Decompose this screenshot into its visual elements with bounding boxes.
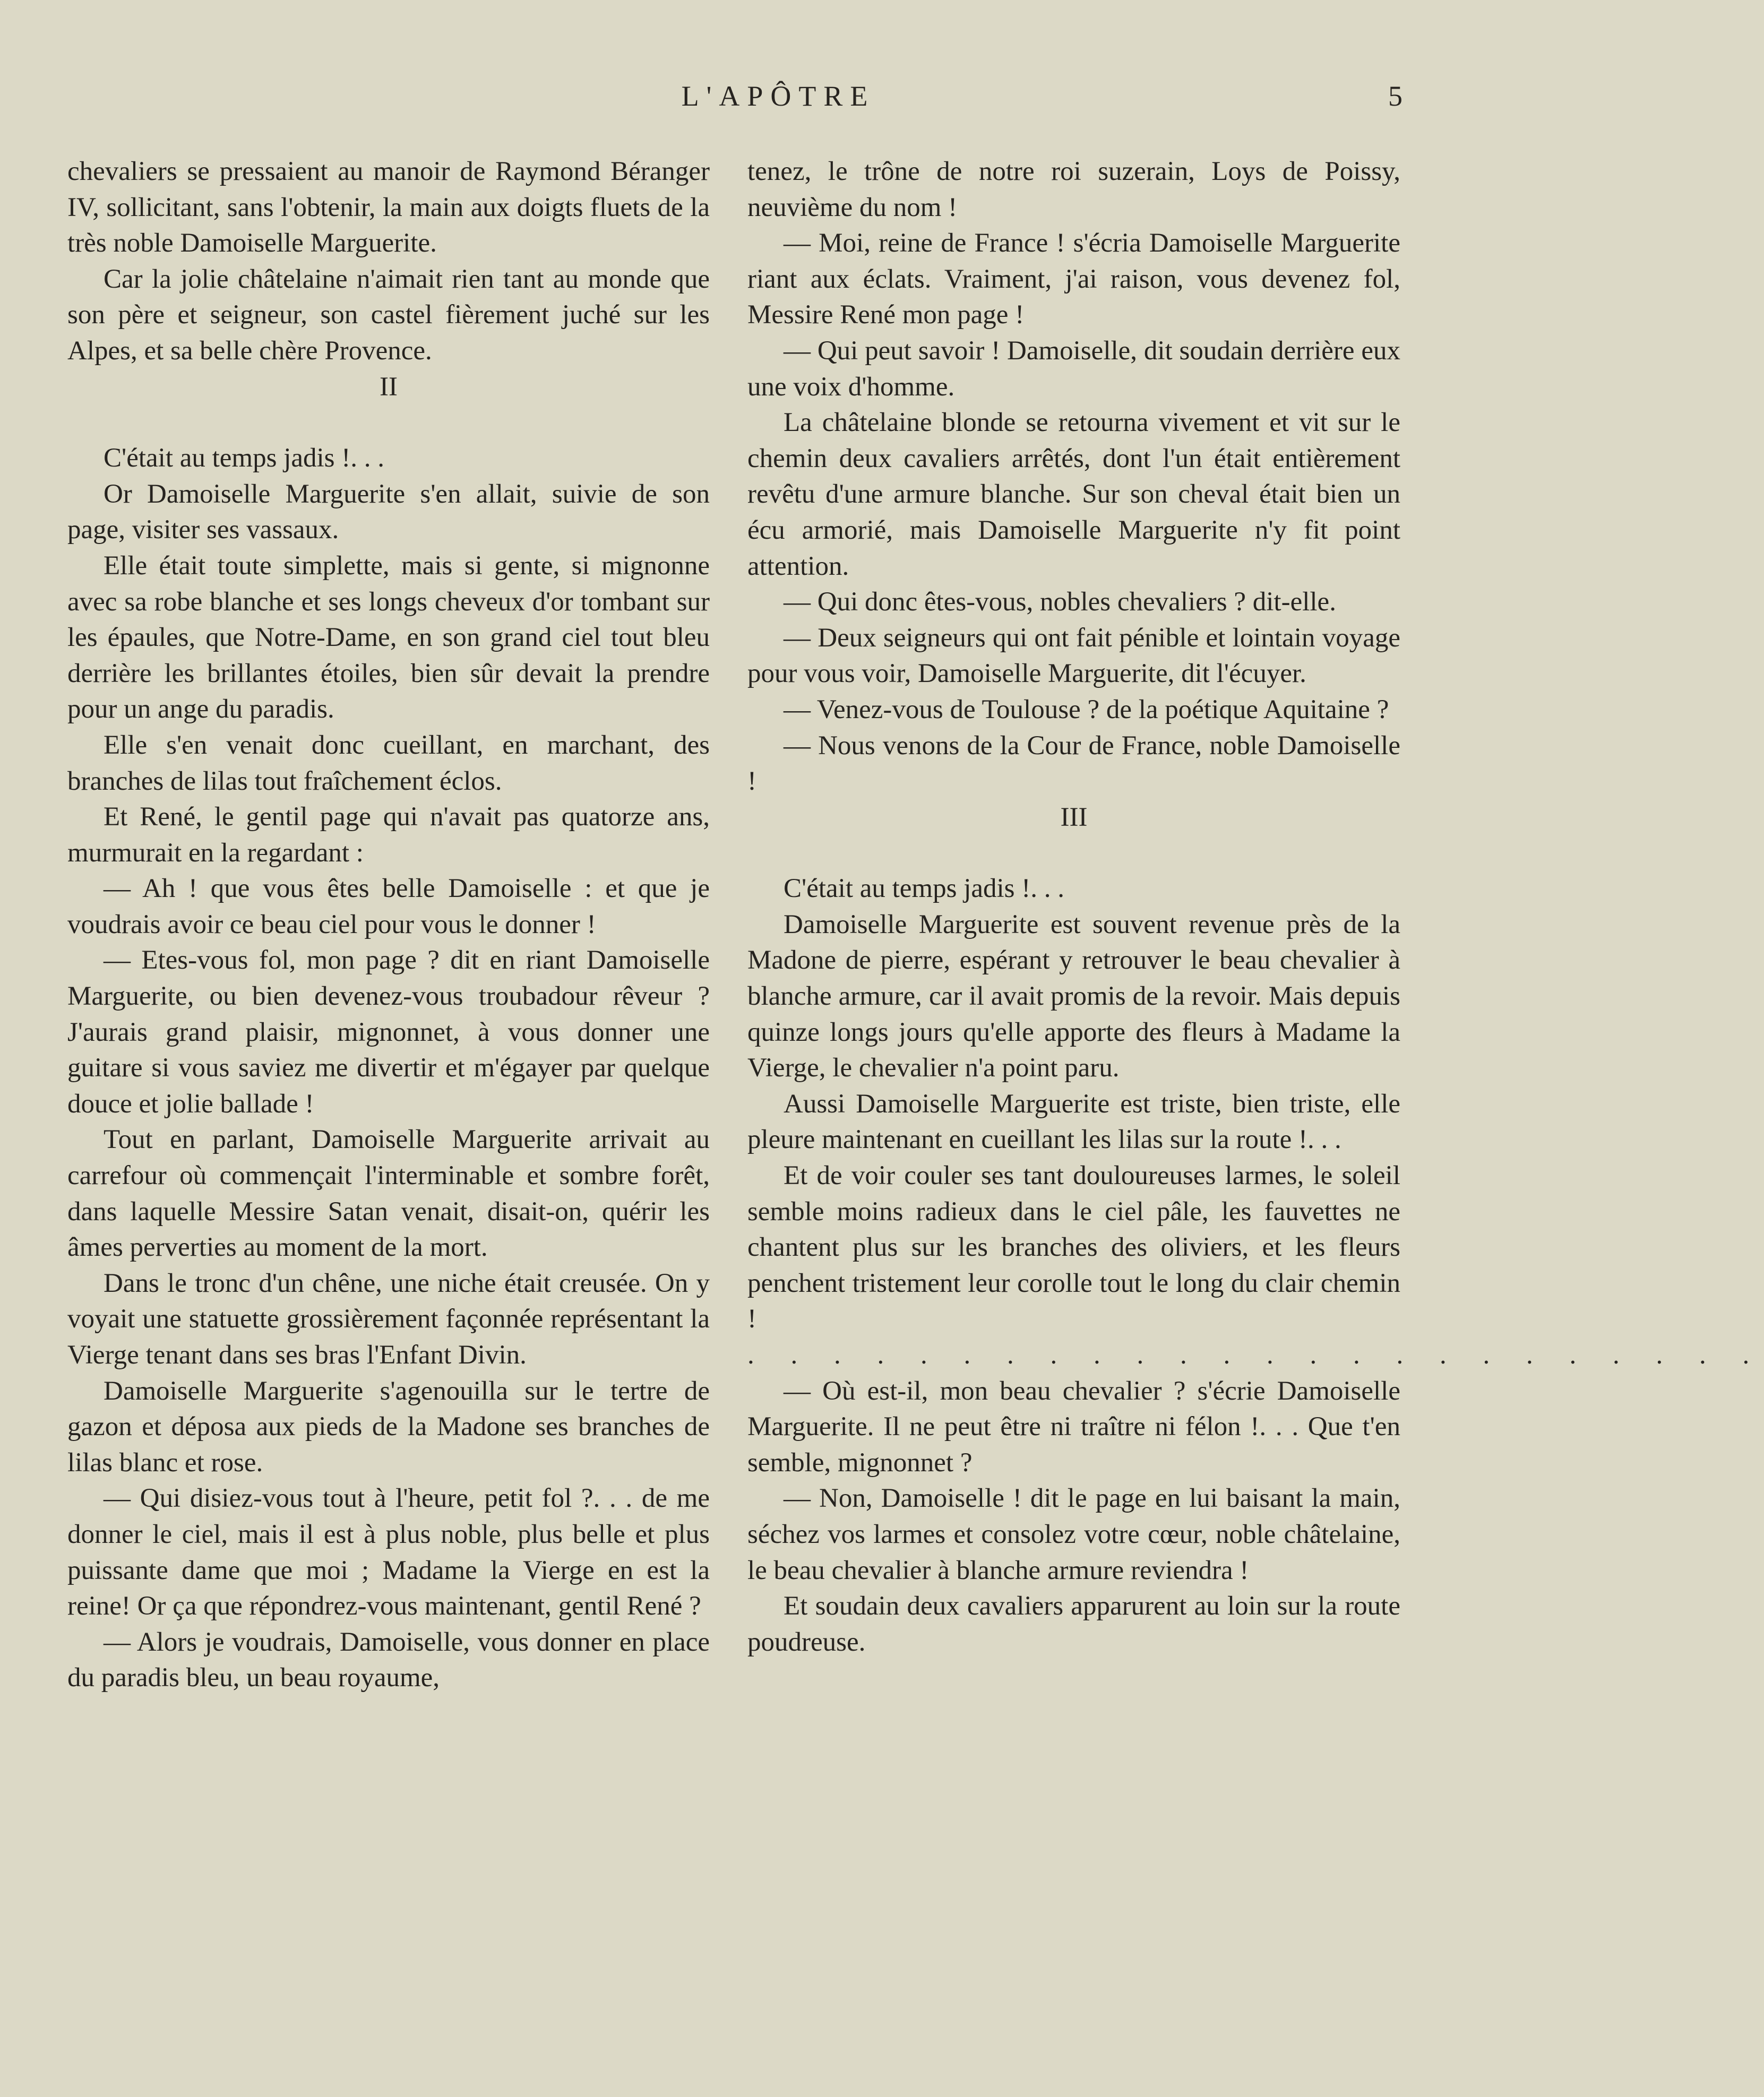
paragraph: — Alors je voudrais, Damoiselle, vous donner en place du paradis bleu, un beau royaume, <box>67 1627 710 1693</box>
paragraph: Damoiselle Marguerite est souvent revenue près de la Madone de pierre, espérant y retrouver le beau chevalier à blanche armure, car il avait promis de la revoir. Mais depuis quinze longs jours qu'elle apporte des fleurs à Madame la Vierge, le chevalier n'a point paru. <box>747 909 1400 1083</box>
paragraph: Tout en parlant, Damoiselle Marguerite arrivait au carrefour où commençait l'interminable et sombre forêt, dans laquelle Messire Satan venait, disait-on, quérir les âmes perverties au moment de la mort. <box>67 1125 710 1263</box>
paragraph: — Qui donc êtes-vous, nobles chevaliers ? dit-elle. <box>784 587 1336 617</box>
paragraph: Et soudain deux cavaliers apparurent au loin sur la route poudreuse. <box>747 1591 1400 1657</box>
paragraph: Aussi Damoiselle Marguerite est triste, bien triste, elle pleure maintenant en cueillant les lilas sur la route !. . . <box>747 1089 1400 1155</box>
paragraph: — Où est-il, mon beau chevalier ? s'écrie Damoiselle Marguerite. Il ne peut être ni traître ni félon !. . . Que t'en semble, mignonnet ? <box>747 1376 1400 1478</box>
section-heading-ii: II <box>380 372 398 402</box>
paragraph: Et René, le gentil page qui n'avait pas quatorze ans, murmurait en la regardant : <box>67 802 710 868</box>
paragraph: — Non, Damoiselle ! dit le page en lui baisant la main, séchez vos larmes et consolez votre cœur, noble châtelaine, le beau chevalier à blanche armure reviendra ! <box>747 1483 1400 1585</box>
left-column <box>67 154 710 1696</box>
paragraph: — Deux seigneurs qui ont fait pénible et lointain voyage pour vous voir, Damoiselle Marguerite, dit l'écuyer. <box>747 623 1400 689</box>
paragraph: — Moi, reine de France ! s'écria Damoiselle Marguerite riant aux éclats. Vraiment, j'ai raison, vous devenez fol, Messire René mon page ! <box>747 228 1400 330</box>
page-number: 5 <box>1388 80 1402 112</box>
paragraph: — Nous venons de la Cour de France, noble Damoiselle ! <box>747 730 1400 797</box>
paragraph: Car la jolie châtelaine n'aimait rien tant au monde que son père et seigneur, son castel fièrement juché sur les Alpes, et sa belle chère Provence. <box>67 264 710 366</box>
paragraph: Damoiselle Marguerite s'agenouilla sur le tertre de gazon et déposa aux pieds de la Madone ses branches de lilas blanc et rose. <box>67 1376 710 1478</box>
paragraph: C'était au temps jadis !. . . <box>104 443 385 473</box>
paragraph: C'était au temps jadis !. . . <box>784 874 1065 904</box>
paragraph: La châtelaine blonde se retourna vivement et vit sur le chemin deux cavaliers arrêtés, dont l'un était entièrement revêtu d'une armure blanche. Sur son cheval était bien un écu armorié, mais Damoiselle Marguerite n'y fit point attention. <box>747 408 1400 581</box>
paragraph: Et de voir couler ses tant douloureuses larmes, le soleil semble moins radieux dans le ciel pâle, les fauvettes ne chantent plus sur les branches des oliviers, et les fleurs penchent tristement leur corolle tout le long du clair chemin ! <box>747 1161 1400 1334</box>
paragraph: Elle s'en venait donc cueillant, en marchant, des branches de lilas tout fraîchement éclos. <box>67 730 710 796</box>
paragraph: Dans le tronc d'un chêne, une niche était creusée. On y voyait une statuette grossièrement façonnée représentant la Vierge tenant dans ses bras l'Enfant Divin. <box>67 1268 710 1370</box>
journal-title: L'APÔTRE <box>681 80 875 112</box>
paragraph: tenez, le trône de notre roi suzerain, Loys de Poissy, neuvième du nom ! <box>747 157 1400 222</box>
paragraph: — Etes-vous fol, mon page ? dit en riant Damoiselle Marguerite, ou bien devenez-vous troubadour rêveur ? J'aurais grand plaisir, mignonnet, à vous donner une guitare si vous saviez me divertir et m'égayer par quelque douce et jolie ballade ! <box>67 945 710 1119</box>
paragraph: — Qui disiez-vous tout à l'heure, petit fol ?. . . de me donner le ciel, mais il est à plus noble, plus belle et plus puissante dame que moi ; Madame la Vierge en est la reine! Or ça que répondrez-vous maintenant, gentil René ? <box>67 1483 710 1621</box>
running-header <box>0 80 1556 133</box>
paragraph: — Ah ! que vous êtes belle Damoiselle : et que je voudrais avoir ce beau ciel pour vous le donner ! <box>67 874 710 939</box>
section-break-dots: . . . . . . . . . . . . . . . . . . . . . . . . <box>747 1340 1764 1370</box>
paragraph: Or Damoiselle Marguerite s'en allait, suivie de son page, visiter ses vassaux. <box>67 479 710 545</box>
paragraph: Elle était toute simplette, mais si gente, si mignonne avec sa robe blanche et ses longs cheveux d'or tombant sur les épaules, que Notre-Dame, en son grand ciel tout bleu derrière les brillantes étoiles, bien sûr devait la prendre pour un ange du paradis. <box>67 550 710 724</box>
paragraph: — Qui peut savoir ! Damoiselle, dit soudain derrière eux une voix d'homme. <box>747 335 1400 402</box>
right-column <box>747 154 1764 1660</box>
section-heading-iii: III <box>1060 802 1088 832</box>
paragraph: — Venez-vous de Toulouse ? de la poétique Aquitaine ? <box>784 694 1389 724</box>
paragraph: chevaliers se pressaient au manoir de Raymond Béranger IV, sollicitant, sans l'obtenir, la main aux doigts fluets de la très noble Damoiselle Marguerite. <box>67 157 710 258</box>
